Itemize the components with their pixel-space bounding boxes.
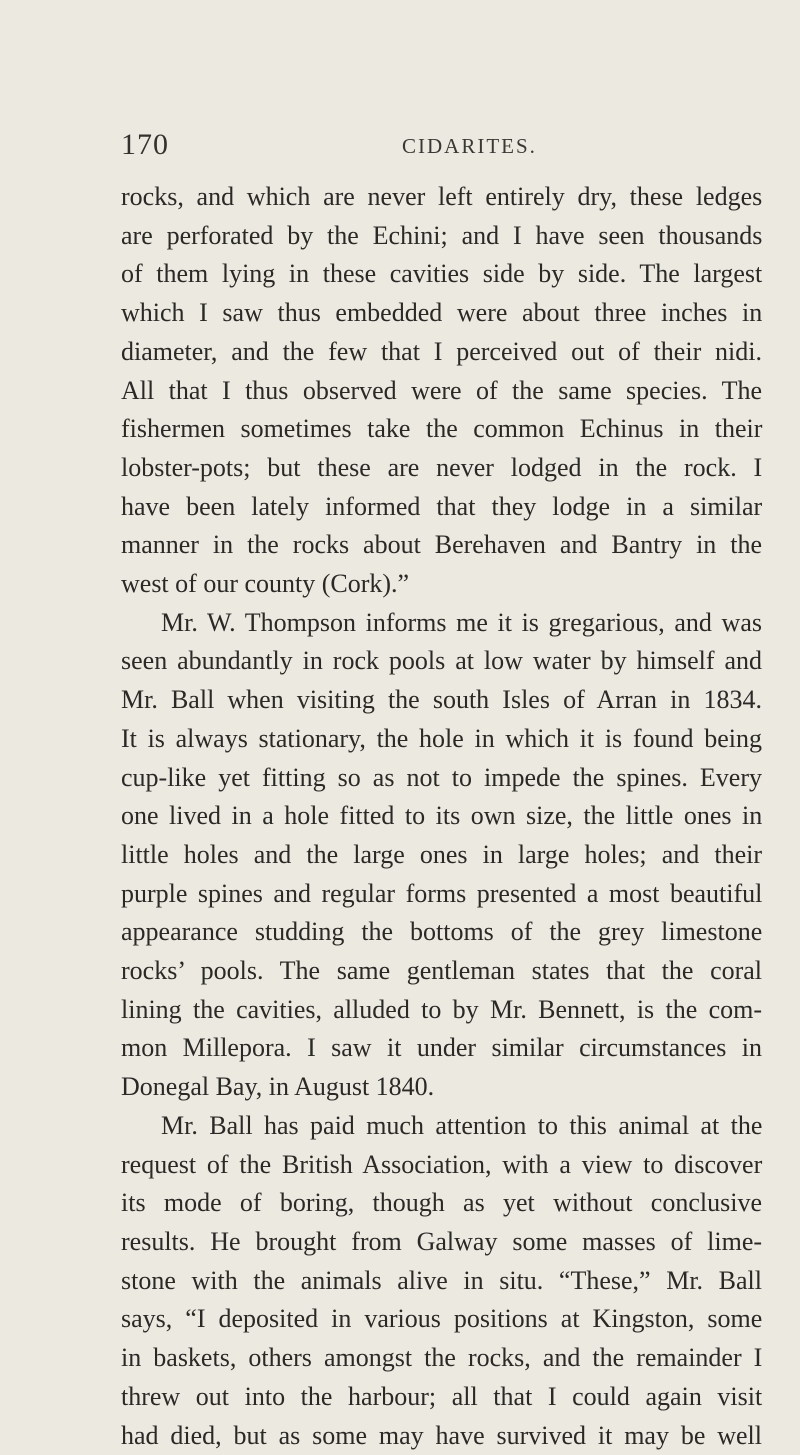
text-line: It is always stationary, the hole in which it is found being [121, 720, 762, 759]
text-line: rocks, and which are never left entirely dry, these ledges [121, 178, 762, 217]
body-text [121, 178, 762, 1455]
text-line: appearance studding the bottoms of the grey limestone [121, 913, 762, 952]
text-line: cup-like yet fitting so as not to impede the spines. Every [121, 759, 762, 798]
text-line: threw out into the harbour; all that I could again visit [121, 1378, 762, 1417]
text-line: which I saw thus embedded were about three inches in [121, 294, 762, 333]
text-line: manner in the rocks about Berehaven and Bantry in the [121, 526, 762, 565]
text-line: seen abundantly in rock pools at low water by himself and [121, 642, 762, 681]
text-line: All that I thus observed were of the same species. The [121, 372, 762, 411]
text-line: little holes and the large ones in large holes; and their [121, 836, 762, 875]
running-head [121, 128, 761, 168]
text-line: have been lately informed that they lodge in a similar [121, 488, 762, 527]
page-number: 170 [121, 128, 169, 162]
text-line: Mr. Ball when visiting the south Isles of Arran in 1834. [121, 681, 762, 720]
text-line: lining the cavities, alluded to by Mr. Bennett, is the com- [121, 991, 762, 1030]
text-line: had died, but as some may have survived it may be well [121, 1417, 762, 1455]
text-line: results. He brought from Galway some masses of lime- [121, 1223, 762, 1262]
text-line: request of the British Association, with a view to discover [121, 1146, 762, 1185]
paragraph-end-line: Donegal Bay, in August 1840. [121, 1068, 762, 1107]
text-line: fishermen sometimes take the common Echinus in their [121, 410, 762, 449]
text-line: are perforated by the Echini; and I have seen thousands [121, 217, 762, 256]
text-line: one lived in a hole fitted to its own size, the little ones in [121, 797, 762, 836]
paragraph-end-line: west of our county (Cork).” [121, 565, 762, 604]
text-line: stone with the animals alive in situ. “These,” Mr. Ball [121, 1262, 762, 1301]
text-line: rocks’ pools. The same gentleman states that the coral [121, 952, 762, 991]
text-line: its mode of boring, though as yet without conclusive [121, 1184, 762, 1223]
text-line: says, “I deposited in various positions at Kingston, some [121, 1300, 762, 1339]
text-line: lobster-pots; but these are never lodged in the rock. I [121, 449, 762, 488]
text-line: in baskets, others amongst the rocks, and the remainder I [121, 1339, 762, 1378]
text-line: diameter, and the few that I perceived out of their nidi. [121, 333, 762, 372]
text-line: mon Millepora. I saw it under similar circumstances in [121, 1029, 762, 1068]
text-line: purple spines and regular forms presented a most beautiful [121, 875, 762, 914]
paragraph-start-line: Mr. Ball has paid much attention to this animal at the [121, 1107, 762, 1146]
text-line: of them lying in these cavities side by side. The largest [121, 255, 762, 294]
paragraph-start-line: Mr. W. Thompson informs me it is gregarious, and was [121, 604, 762, 643]
running-title: CIDARITES. [402, 134, 537, 159]
